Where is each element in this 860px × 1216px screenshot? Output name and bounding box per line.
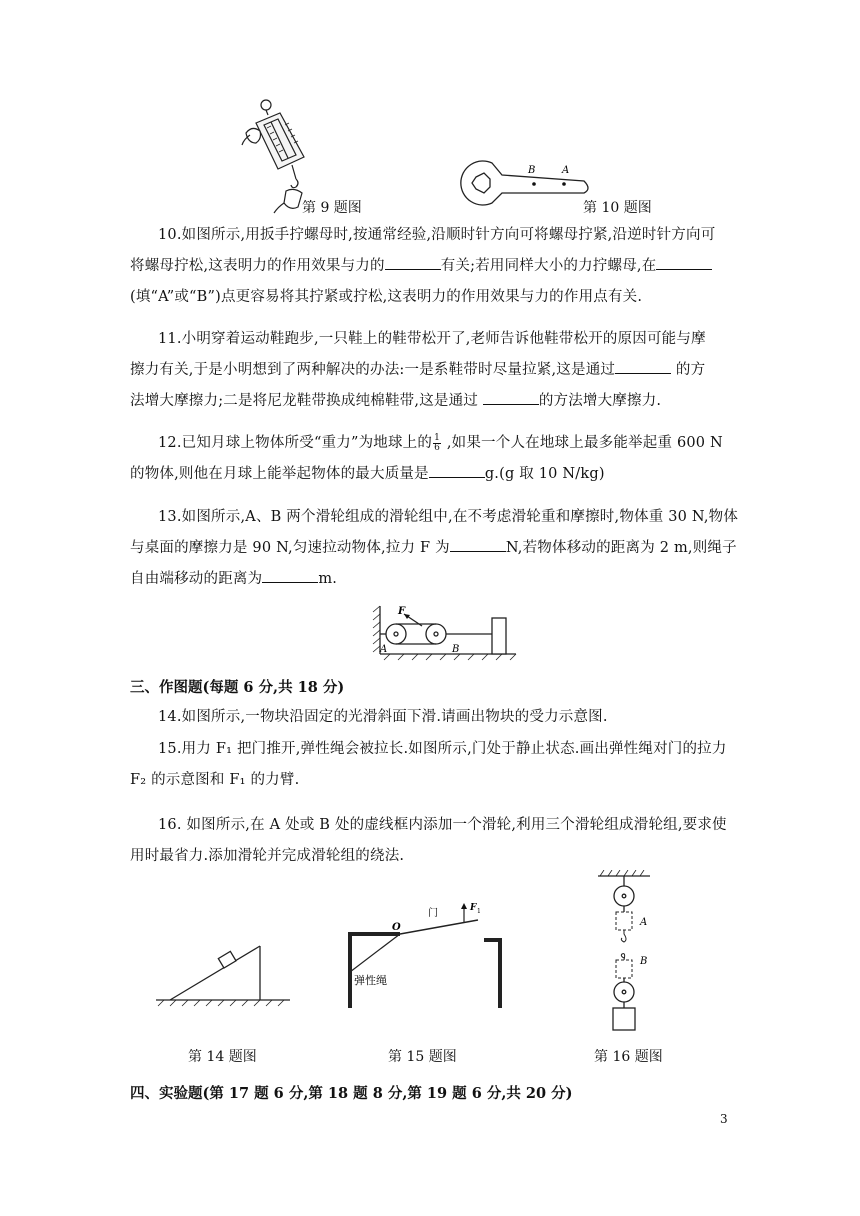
q11-blank-2[interactable] bbox=[483, 390, 539, 405]
question-15 bbox=[130, 734, 730, 796]
rope-label: 弹性绳 bbox=[354, 974, 387, 987]
q10-line-1: 10.如图所示,用扳手拧螺母时,按通常经验,沿顺时针方向可将螺母拧紧,沿逆时针方向可 bbox=[158, 227, 716, 243]
q10-line-3: (填“A”或“B”)点更容易将其拧紧或拧松,这表明力的作用效果与力的作用点有关. bbox=[130, 289, 643, 305]
section-3-heading: 三、作图题(每题 6 分,共 18 分) bbox=[130, 679, 345, 696]
q10-blank-2[interactable] bbox=[656, 255, 712, 270]
wrench-label-b: B bbox=[528, 165, 536, 176]
door-label-f1: F bbox=[470, 903, 477, 913]
q16-line-1: 16. 如图所示,在 A 处或 B 处的虚线框内添加一个滑轮,利用三个滑轮组成滑轮组,要求使 bbox=[158, 817, 727, 833]
pulley-label-b: B bbox=[452, 644, 460, 655]
q13-line-2a: 与桌面的摩擦力是 90 N,匀速拉动物体,拉力 F 为 bbox=[130, 540, 450, 556]
q13-line-2b: N,若物体移动的距离为 2 m,则绳子 bbox=[505, 540, 737, 556]
q11-line-2b: 的方 bbox=[671, 362, 706, 378]
q15-line-2: F₂ 的示意图和 F₁ 的力臂. bbox=[130, 772, 300, 788]
wrench-label-a: A bbox=[562, 165, 570, 176]
door-label-text: 门 bbox=[428, 908, 438, 919]
q10-line-2a: 将螺母拧松,这表明力的作用效果与力的 bbox=[130, 258, 385, 274]
figure-15-door bbox=[344, 900, 508, 1016]
q12-line-2b: g.(g 取 10 N/kg) bbox=[484, 466, 605, 482]
q13-line-3a: 自由端移动的距离为 bbox=[130, 571, 263, 587]
q12-line-1b: ,如果一个人在地球上最多能举起重 600 N bbox=[442, 435, 723, 451]
q16-line-2: 用时最省力.添加滑轮并完成滑轮组的绕法. bbox=[130, 848, 405, 864]
pulley-label-f: F bbox=[398, 606, 406, 617]
q11-blank-1[interactable] bbox=[615, 359, 671, 374]
question-11 bbox=[130, 324, 730, 417]
fraction-numerator: 1 bbox=[434, 432, 441, 443]
q13-blank-2[interactable] bbox=[262, 568, 318, 583]
question-16 bbox=[130, 810, 730, 872]
q11-line-3b: 的方法增大摩擦力. bbox=[538, 393, 662, 409]
question-10 bbox=[130, 220, 730, 313]
section-4-heading: 四、实验题(第 17 题 6 分,第 18 题 8 分,第 19 题 6 分,共 20 分) bbox=[130, 1085, 573, 1102]
pulley-box-label-b: B bbox=[640, 956, 648, 967]
page-number: 3 bbox=[720, 1112, 728, 1126]
door-drawing bbox=[344, 900, 508, 1016]
figure-15-caption: 第 15 题图 bbox=[388, 1049, 457, 1065]
q11-line-3a: 法增大摩擦力;二是将尼龙鞋带换成纯棉鞋带,这是通过 bbox=[130, 393, 483, 409]
figure-16-caption: 第 16 题图 bbox=[594, 1049, 663, 1065]
q12-blank[interactable] bbox=[429, 463, 485, 478]
q10-line-2b: 有关;若用同样大小的力拧螺母,在 bbox=[440, 258, 657, 274]
wrench-drawing bbox=[456, 155, 596, 211]
figure-13-pulley-table bbox=[370, 604, 520, 662]
figure-14-caption: 第 14 题图 bbox=[188, 1049, 257, 1065]
question-13 bbox=[130, 502, 739, 595]
door-label-f1-sub: 1 bbox=[477, 908, 481, 915]
figure-10-caption: 第 10 题图 bbox=[583, 200, 652, 216]
q12-line-1a: 12.已知月球上物体所受“重力”为地球上的 bbox=[158, 435, 433, 451]
q10-blank-1[interactable] bbox=[385, 255, 441, 270]
figure-16-pulleys bbox=[588, 870, 660, 1036]
q15-line-1: 15.用力 F₁ 把门推开,弹性绳会被拉长.如图所示,门处于静止状态.画出弹性绳对门的拉力 bbox=[158, 741, 727, 757]
question-14 bbox=[130, 702, 730, 733]
q14-line-1: 14.如图所示,一物块沿固定的光滑斜面下滑.请画出物块的受力示意图. bbox=[158, 709, 608, 725]
q11-line-1: 11.小明穿着运动鞋跑步,一只鞋上的鞋带松开了,老师告诉他鞋带松开的原因可能与摩 bbox=[158, 331, 706, 347]
q13-line-3b: m. bbox=[318, 571, 338, 587]
pulley-label-a: A bbox=[380, 644, 388, 655]
pulley-box-label-a: A bbox=[640, 917, 648, 928]
pulley-table-drawing bbox=[370, 604, 520, 662]
q13-line-1: 13.如图所示,A、B 两个滑轮组成的滑轮组中,在不考虑滑轮重和摩擦时,物体重 30 N,物体 bbox=[158, 509, 739, 525]
figure-9-caption: 第 9 题图 bbox=[302, 200, 362, 216]
figure-14-incline bbox=[156, 940, 292, 1010]
fraction-denominator: 6 bbox=[434, 442, 441, 453]
incline-drawing bbox=[156, 940, 292, 1010]
q12-line-2a: 的物体,则他在月球上能举起物体的最大质量是 bbox=[130, 466, 429, 482]
door-label-o: O bbox=[392, 922, 401, 933]
q13-blank-1[interactable] bbox=[450, 537, 506, 552]
pulleys-drawing bbox=[588, 870, 660, 1036]
fraction-one-sixth bbox=[433, 434, 441, 453]
figure-10-wrench bbox=[456, 155, 596, 211]
question-12 bbox=[130, 428, 730, 490]
q11-line-2a: 擦力有关,于是小明想到了两种解决的办法:一是系鞋带时尽量拉紧,这是通过 bbox=[130, 362, 616, 378]
